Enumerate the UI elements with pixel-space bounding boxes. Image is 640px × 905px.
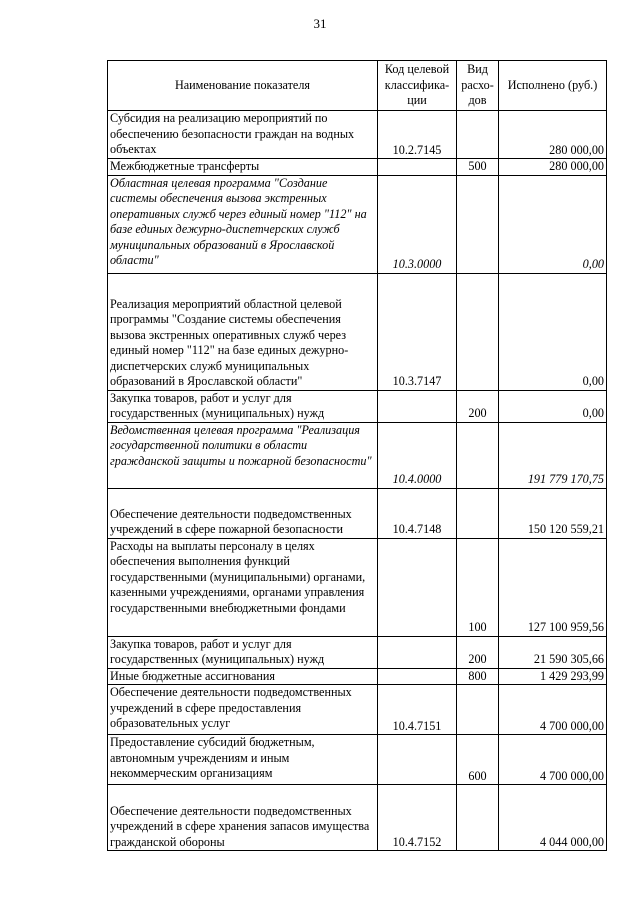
row-name: Обеспечение деятельности подведомственных учреждений в сфере хранения запасов имущества гражданской обороны bbox=[108, 785, 378, 851]
row-name: Закупка товаров, работ и услуг для государственных (муниципальных) нужд bbox=[108, 636, 378, 668]
table-header-row bbox=[108, 61, 607, 111]
row-code: 10.2.7145 bbox=[378, 111, 457, 159]
table-row bbox=[108, 159, 607, 176]
row-kind bbox=[457, 175, 499, 273]
row-name: Обеспечение деятельности подведомственных учреждений в сфере предоставления образовательных услуг bbox=[108, 685, 378, 735]
row-kind bbox=[457, 111, 499, 159]
row-amount: 0,00 bbox=[499, 390, 607, 422]
row-code bbox=[378, 668, 457, 685]
table-row bbox=[108, 390, 607, 422]
page-number: 31 bbox=[313, 16, 327, 31]
row-name: Ведомственная целевая программа "Реализация государственной политики в области гражданской защиты и пожарной безопасности" bbox=[108, 422, 378, 488]
row-amount: 280 000,00 bbox=[499, 159, 607, 176]
row-amount: 280 000,00 bbox=[499, 111, 607, 159]
row-amount: 150 120 559,21 bbox=[499, 488, 607, 538]
row-kind: 800 bbox=[457, 668, 499, 685]
row-code bbox=[378, 538, 457, 636]
row-amount: 4 700 000,00 bbox=[499, 685, 607, 735]
row-code bbox=[378, 159, 457, 176]
row-kind: 200 bbox=[457, 390, 499, 422]
header-kind: Вид расхо-дов bbox=[457, 61, 499, 111]
budget-table bbox=[107, 60, 607, 851]
row-name: Иные бюджетные ассигнования bbox=[108, 668, 378, 685]
table-row bbox=[108, 488, 607, 538]
table-row bbox=[108, 422, 607, 488]
header-code: Код целевой классифика-ции bbox=[378, 61, 457, 111]
table-row bbox=[108, 273, 607, 390]
row-amount: 0,00 bbox=[499, 273, 607, 390]
row-code bbox=[378, 390, 457, 422]
row-name: Расходы на выплаты персоналу в целях обеспечения выполнения функций государственными (муниципальными) органами, казенными учреждениями, органами управления государственными внебюджетными фондами bbox=[108, 538, 378, 636]
row-kind bbox=[457, 273, 499, 390]
table-row bbox=[108, 538, 607, 636]
row-amount: 4 044 000,00 bbox=[499, 785, 607, 851]
row-name: Предоставление субсидий бюджетным, автономным учреждениям и иным некоммерческим организациям bbox=[108, 735, 378, 785]
row-code bbox=[378, 636, 457, 668]
row-code: 10.4.7151 bbox=[378, 685, 457, 735]
row-kind bbox=[457, 422, 499, 488]
row-name: Обеспечение деятельности подведомственных учреждений в сфере пожарной безопасности bbox=[108, 488, 378, 538]
row-amount: 191 779 170,75 bbox=[499, 422, 607, 488]
table-row bbox=[108, 685, 607, 735]
row-amount: 21 590 305,66 bbox=[499, 636, 607, 668]
row-kind: 200 bbox=[457, 636, 499, 668]
table-row bbox=[108, 636, 607, 668]
row-kind: 100 bbox=[457, 538, 499, 636]
row-amount: 4 700 000,00 bbox=[499, 735, 607, 785]
row-code: 10.3.7147 bbox=[378, 273, 457, 390]
row-code: 10.4.7148 bbox=[378, 488, 457, 538]
row-code bbox=[378, 735, 457, 785]
row-kind: 500 bbox=[457, 159, 499, 176]
row-kind: 600 bbox=[457, 735, 499, 785]
header-amount: Исполнено (руб.) bbox=[499, 61, 607, 111]
table-row bbox=[108, 668, 607, 685]
row-code: 10.3.0000 bbox=[378, 175, 457, 273]
row-name: Субсидия на реализацию мероприятий по обеспечению безопасности граждан на водных объектах bbox=[108, 111, 378, 159]
table-row bbox=[108, 111, 607, 159]
row-name: Реализация мероприятий областной целевой программы "Создание системы обеспечения вызова экстренных оперативных служб через единый номер "112" на базе единых дежурно-диспетчерских служб муниципальных образований в Ярославской области" bbox=[108, 273, 378, 390]
row-name: Областная целевая программа "Создание системы обеспечения вызова экстренных оперативных служб через единый номер "112" на базе единых дежурно-диспетчерских служб муниципальных образований в Ярославской области" bbox=[108, 175, 378, 273]
row-amount: 1 429 293,99 bbox=[499, 668, 607, 685]
table-row bbox=[108, 785, 607, 851]
row-code: 10.4.0000 bbox=[378, 422, 457, 488]
row-amount: 0,00 bbox=[499, 175, 607, 273]
row-name: Межбюджетные трансферты bbox=[108, 159, 378, 176]
row-name: Закупка товаров, работ и услуг для государственных (муниципальных) нужд bbox=[108, 390, 378, 422]
table-row bbox=[108, 735, 607, 785]
row-amount: 127 100 959,56 bbox=[499, 538, 607, 636]
row-kind bbox=[457, 488, 499, 538]
row-code: 10.4.7152 bbox=[378, 785, 457, 851]
table-row bbox=[108, 175, 607, 273]
header-name: Наименование показателя bbox=[108, 61, 378, 111]
row-kind bbox=[457, 685, 499, 735]
row-kind bbox=[457, 785, 499, 851]
